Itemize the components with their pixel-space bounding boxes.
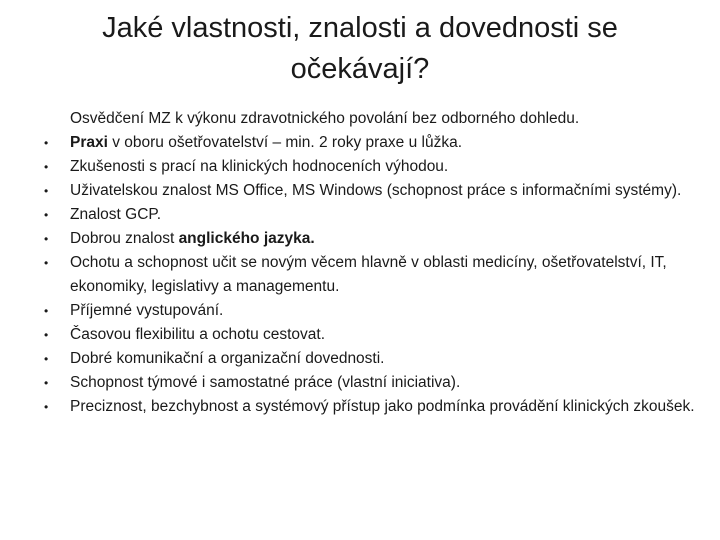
bullet-icon: • bbox=[44, 352, 49, 366]
list-item-text: Uživatelskou znalost MS Office, MS Windows (schopnost práce s informačními systémy). bbox=[70, 182, 682, 199]
list-item bbox=[44, 203, 708, 227]
list-item-text: Preciznost, bezchybnost a systémový přístup jako podmínka provádění klinických zkoušek. bbox=[70, 398, 695, 415]
bullet-icon: • bbox=[44, 304, 49, 318]
requirements-list bbox=[44, 131, 708, 419]
list-item-bold: Praxi bbox=[70, 134, 108, 151]
list-item bbox=[44, 155, 708, 179]
bullet-icon: • bbox=[44, 232, 49, 246]
bullet-icon: • bbox=[44, 208, 49, 222]
list-item-text: Zkušenosti s prací na klinických hodnoceních výhodou. bbox=[70, 158, 449, 175]
bullet-icon: • bbox=[44, 328, 49, 342]
list-item-bold: anglického jazyka. bbox=[178, 230, 315, 247]
slide-title: Jaké vlastnosti, znalosti a dovednosti se očekávají? bbox=[102, 12, 618, 85]
list-item-text: Časovou flexibilitu a ochotu cestovat. bbox=[70, 326, 326, 343]
list-item-text bbox=[70, 230, 315, 247]
list-item bbox=[44, 371, 708, 395]
list-item bbox=[44, 131, 708, 155]
list-item-text: Schopnost týmové i samostatné práce (vlastní iniciativa). bbox=[70, 374, 461, 391]
list-item-lead: Dobrou znalost bbox=[70, 230, 179, 247]
list-item bbox=[44, 347, 708, 371]
bullet-icon: • bbox=[44, 184, 49, 198]
list-item bbox=[44, 299, 708, 323]
bullet-icon: • bbox=[44, 376, 49, 390]
intro-line: Osvědčení MZ k výkonu zdravotnického povolání bez odborného dohledu. bbox=[70, 110, 580, 127]
list-item-rest: v oboru ošetřovatelství – min. 2 roky praxe u lůžka. bbox=[107, 134, 462, 151]
list-item bbox=[44, 395, 708, 419]
bullet-icon: • bbox=[44, 400, 49, 414]
list-item-text bbox=[70, 134, 462, 151]
list-item bbox=[44, 227, 708, 251]
list-item-text: Znalost GCP. bbox=[70, 206, 162, 223]
bullet-icon: • bbox=[44, 136, 49, 150]
list-item-text: Ochotu a schopnost učit se novým věcem hlavně v oblasti medicíny, ošetřovatelství, IT, ekonomiky, legislativy a managementu. bbox=[70, 254, 667, 295]
list-item-text: Příjemné vystupování. bbox=[70, 302, 224, 319]
bullet-icon: • bbox=[44, 256, 49, 270]
bullet-icon: • bbox=[44, 160, 49, 174]
list-item bbox=[44, 323, 708, 347]
list-item-text: Dobré komunikační a organizační dovednosti. bbox=[70, 350, 385, 367]
list-item bbox=[44, 179, 708, 203]
list-item bbox=[44, 251, 708, 299]
